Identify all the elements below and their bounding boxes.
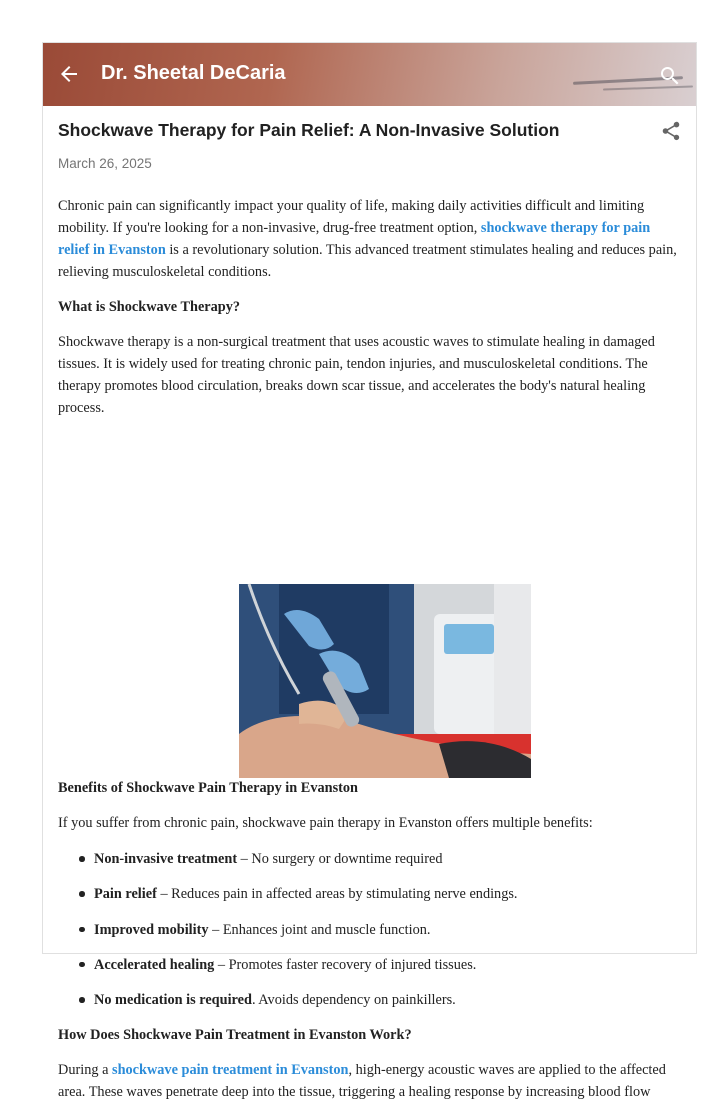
list-item [58,954,682,989]
list-item [58,919,682,954]
shockwave-treatment-link[interactable]: shockwave pain treatment in Evanston [112,1062,349,1078]
intro-text: Chronic pain can significantly impact your quality of life, making daily activities difficult and limiting mobility. If you're looking for a non-invasive, drug-free treatment option, [58,198,645,236]
benefit-desc: – Enhances joint and muscle function. [208,921,431,938]
blog-title-link[interactable]: Dr. Sheetal DeCaria [101,62,286,84]
intro-text-end: is a revolutionary solution. This advanced treatment stimulates healing and reduces pain, relieving musculoskeletal conditions. [58,242,677,280]
list-item [58,883,682,918]
benefit-term: Accelerated healing [94,956,215,973]
post-card [43,43,696,1100]
blog-header [43,43,696,106]
what-is-paragraph: Shockwave therapy is a non-surgical treatment that uses acoustic waves to stimulate healing in damaged tissues. It is widely used for treating chronic pain, tendon injuries, and musculoskeletal conditions. The therapy promotes blood circulation, breaks down scar tissue, and accelerates the body's natural healing process. [58,334,655,416]
therapy-photo [239,584,531,778]
benefit-desc: – Reduces pain in affected areas by stimulating nerve endings. [156,886,518,903]
benefit-desc: – Promotes faster recovery of injured tissues. [214,956,477,973]
benefit-desc: – No surgery or downtime required [237,851,443,867]
how-text-end: , high-energy acoustic waves are applied to the affected area. These waves penetrate deep into the tissue, triggering a healing response by increasing blood flow [58,1062,666,1100]
search-icon[interactable] [658,64,682,88]
benefits-list [58,848,682,1024]
arrow-back-icon[interactable] [57,62,81,86]
benefit-term: Pain relief [94,886,157,903]
intro-paragraph [58,195,682,283]
benefit-term: No medication is required [94,992,252,1009]
benefit-desc: . Avoids dependency on painkillers. [251,992,456,1009]
benefit-term: Improved mobility [94,921,209,938]
list-item [58,848,682,883]
share-icon[interactable] [660,120,682,142]
heading-benefits: Benefits of Shockwave Pain Therapy in Evanston [58,780,359,796]
heading-how-it-works: How Does Shockwave Pain Treatment in Evanston Work? [58,1027,412,1043]
post-date: March 26, 2025 [58,156,152,171]
benefits-intro: If you suffer from chronic pain, shockwave pain therapy in Evanston offers multiple benefits: [58,815,593,831]
benefit-term: Non-invasive treatment [94,851,238,867]
how-text: During a [58,1062,112,1078]
heading-what-is: What is Shockwave Therapy? [58,299,241,315]
list-item [58,989,682,1024]
post-title[interactable]: Shockwave Therapy for Pain Relief: A Non-Invasive Solution [58,120,560,140]
shockwave-therapy-link[interactable]: shockwave therapy for pain relief in Evanston [58,220,651,258]
how-paragraph [58,1059,682,1103]
